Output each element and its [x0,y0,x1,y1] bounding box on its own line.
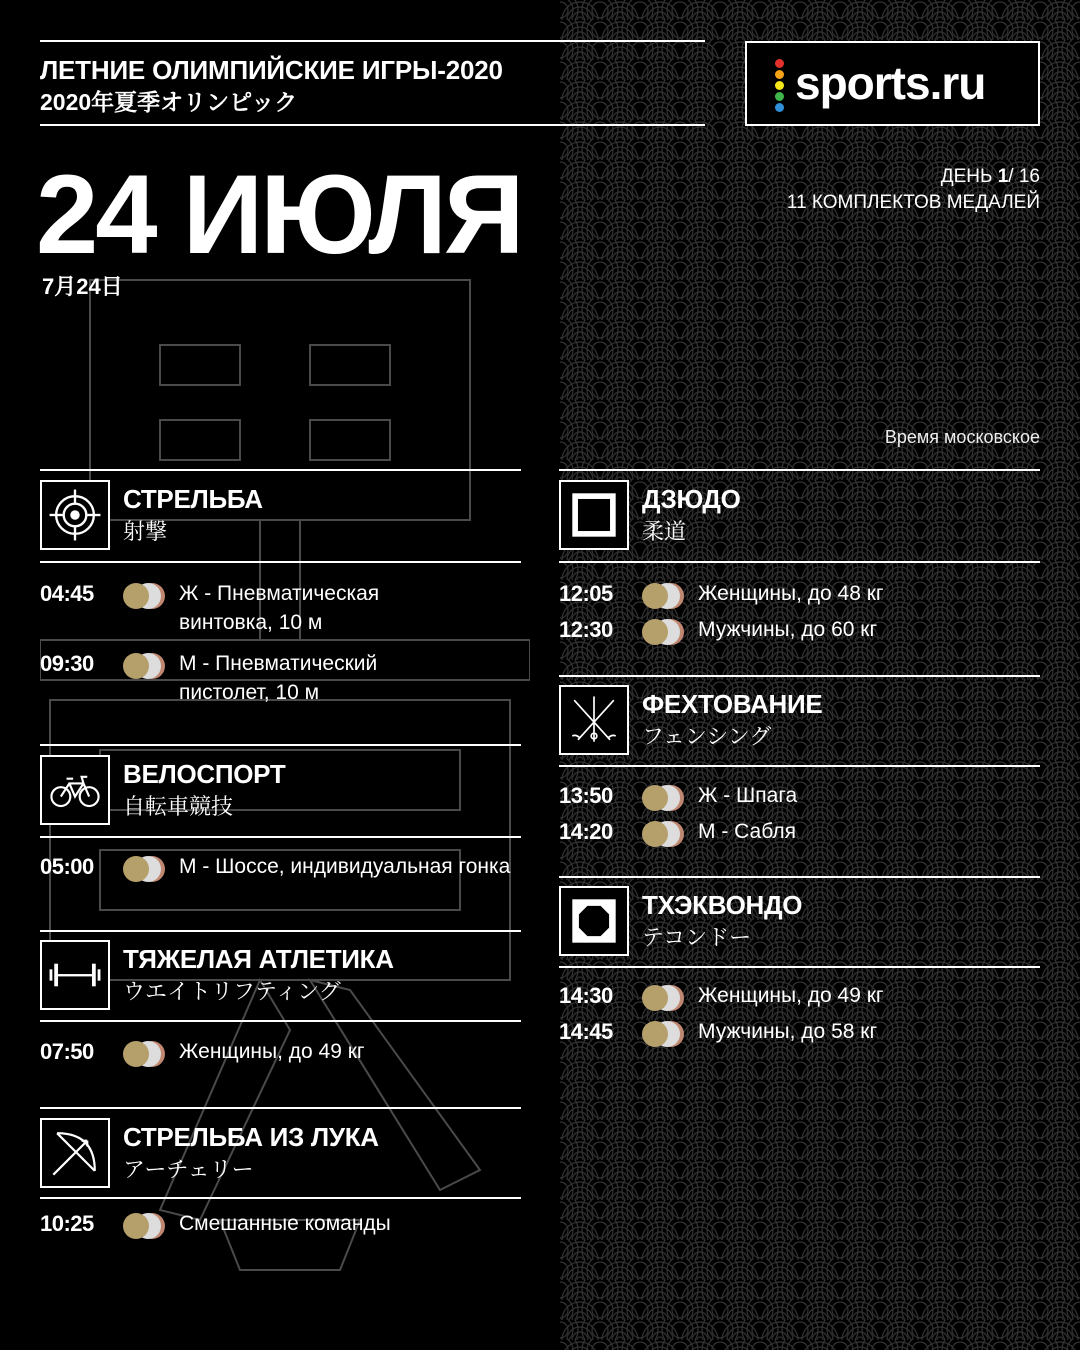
event-description: М - Сабля [698,820,796,843]
medal-icon [123,856,167,882]
day-number: 1 [997,166,1009,187]
event-row [40,579,521,643]
date-heading: 24 ИЮЛЯ [36,152,522,277]
section-rule [559,765,1040,767]
event-description: Мужчины, до 58 кг [698,1020,878,1043]
event-time: 04:45 [40,581,94,606]
sport-name-jp: アーチェリー [123,1157,254,1182]
event-line-1: М - Пневматический [179,652,378,675]
medal-icon [123,653,167,679]
sport-header-cycling [40,747,521,827]
day-total: / 16 [1008,166,1040,187]
event-row [559,817,1040,851]
sports-ru-logo [745,41,1040,126]
event-time: 10:25 [40,1211,94,1236]
section-rule [559,966,1040,968]
sport-header-shooting [40,472,521,552]
sport-header-archery [40,1110,521,1190]
section-rule [559,561,1040,563]
event-description: Женщины, до 48 кг [698,582,884,605]
event-row [559,615,1040,649]
event-row [40,1037,521,1071]
event-row [559,981,1040,1015]
medal-icon [642,821,686,847]
bow-icon [40,1118,110,1188]
sport-name: СТРЕЛЬБА [123,484,263,514]
event-description: Женщины, до 49 кг [179,1040,365,1063]
medal-icon [123,1213,167,1239]
event-description: Женщины, до 49 кг [698,984,884,1007]
target-icon [40,480,110,550]
day-counter [787,164,1040,190]
event-time: 14:45 [559,1019,613,1044]
crossed-swords-icon [559,685,629,755]
section-rule [40,836,521,838]
event-row [559,1017,1040,1051]
sport-name: ДЗЮДО [642,484,741,514]
event-time: 12:05 [559,581,613,606]
event-row [559,579,1040,613]
sport-name: ВЕЛОСПОРТ [123,759,286,789]
event-description: Смешанные команды [179,1212,391,1235]
medal-icon [642,1021,686,1047]
event-line-1: Ж - Пневматическая [179,582,380,605]
event-time: 13:50 [559,783,613,808]
sport-header-taekwondo [559,878,1040,958]
logo-dots-icon [775,59,785,113]
octagon-mat-icon [559,886,629,956]
sport-name-jp: ウエイトリフティング [123,979,341,1004]
sport-header-judo [559,472,1040,552]
sport-name-jp: 射撃 [123,519,168,544]
medal-icon [642,619,686,645]
event-row [40,852,521,886]
event-time: 12:30 [559,617,613,642]
event-description [179,579,379,637]
medal-icon [123,1041,167,1067]
day-info [787,164,1040,216]
event-row [559,781,1040,815]
medal-sets-count: 11 КОМПЛЕКТОВ МЕДАЛЕЙ [786,192,1040,213]
section-rule [40,469,521,471]
event-description: М - Шоссе, индивидуальная гонка [179,855,511,878]
sport-header-weightlifting [40,932,521,1012]
medal-icon [123,583,167,609]
bicycle-icon [40,755,110,825]
sport-name-jp: フェンシング [642,724,772,749]
header-top-rule [40,40,705,42]
sport-name: СТРЕЛЬБА ИЗ ЛУКА [123,1122,379,1152]
event-description [179,649,377,707]
event-line-2: винтовка, 10 м [179,611,323,634]
section-rule [40,1197,521,1199]
medal-icon [642,785,686,811]
medal-icon [642,583,686,609]
event-time: 14:20 [559,819,613,844]
sport-name-jp: 自転車競技 [123,794,234,819]
day-label: ДЕНЬ [940,166,993,187]
logo-text: sports.ru [795,57,986,109]
sport-name-jp: 柔道 [642,519,687,544]
event-line-2: пистолет, 10 м [179,681,320,704]
sport-name: ФЕХТОВАНИЕ [642,689,823,719]
date-jp: 7月24日 [42,274,123,299]
sport-name: ТЯЖЕЛАЯ АТЛЕТИКА [123,944,394,974]
event-title-jp: 2020年夏季オリンピック [40,89,298,115]
section-rule [40,561,521,563]
header-bottom-rule [40,124,705,126]
timezone-note: Время московское [884,427,1040,447]
event-description: Мужчины, до 60 кг [698,618,878,641]
event-time: 14:30 [559,983,613,1008]
judo-mat-icon [559,480,629,550]
medal-icon [642,985,686,1011]
section-rule [40,1020,521,1022]
event-row [40,649,521,713]
section-rule [40,1107,521,1109]
event-title: ЛЕТНИЕ ОЛИМПИЙСКИЕ ИГРЫ-2020 [40,55,503,85]
event-description: Ж - Шпага [698,784,798,807]
barbell-icon [40,940,110,1010]
sport-name: ТХЭКВОНДО [642,890,803,920]
section-rule [559,469,1040,471]
event-time: 07:50 [40,1039,94,1064]
sport-header-fencing [559,677,1040,757]
event-time: 09:30 [40,651,94,676]
sport-name-jp: テコンドー [642,925,752,950]
event-row [40,1209,521,1243]
section-rule [40,744,521,746]
event-time: 05:00 [40,854,94,879]
